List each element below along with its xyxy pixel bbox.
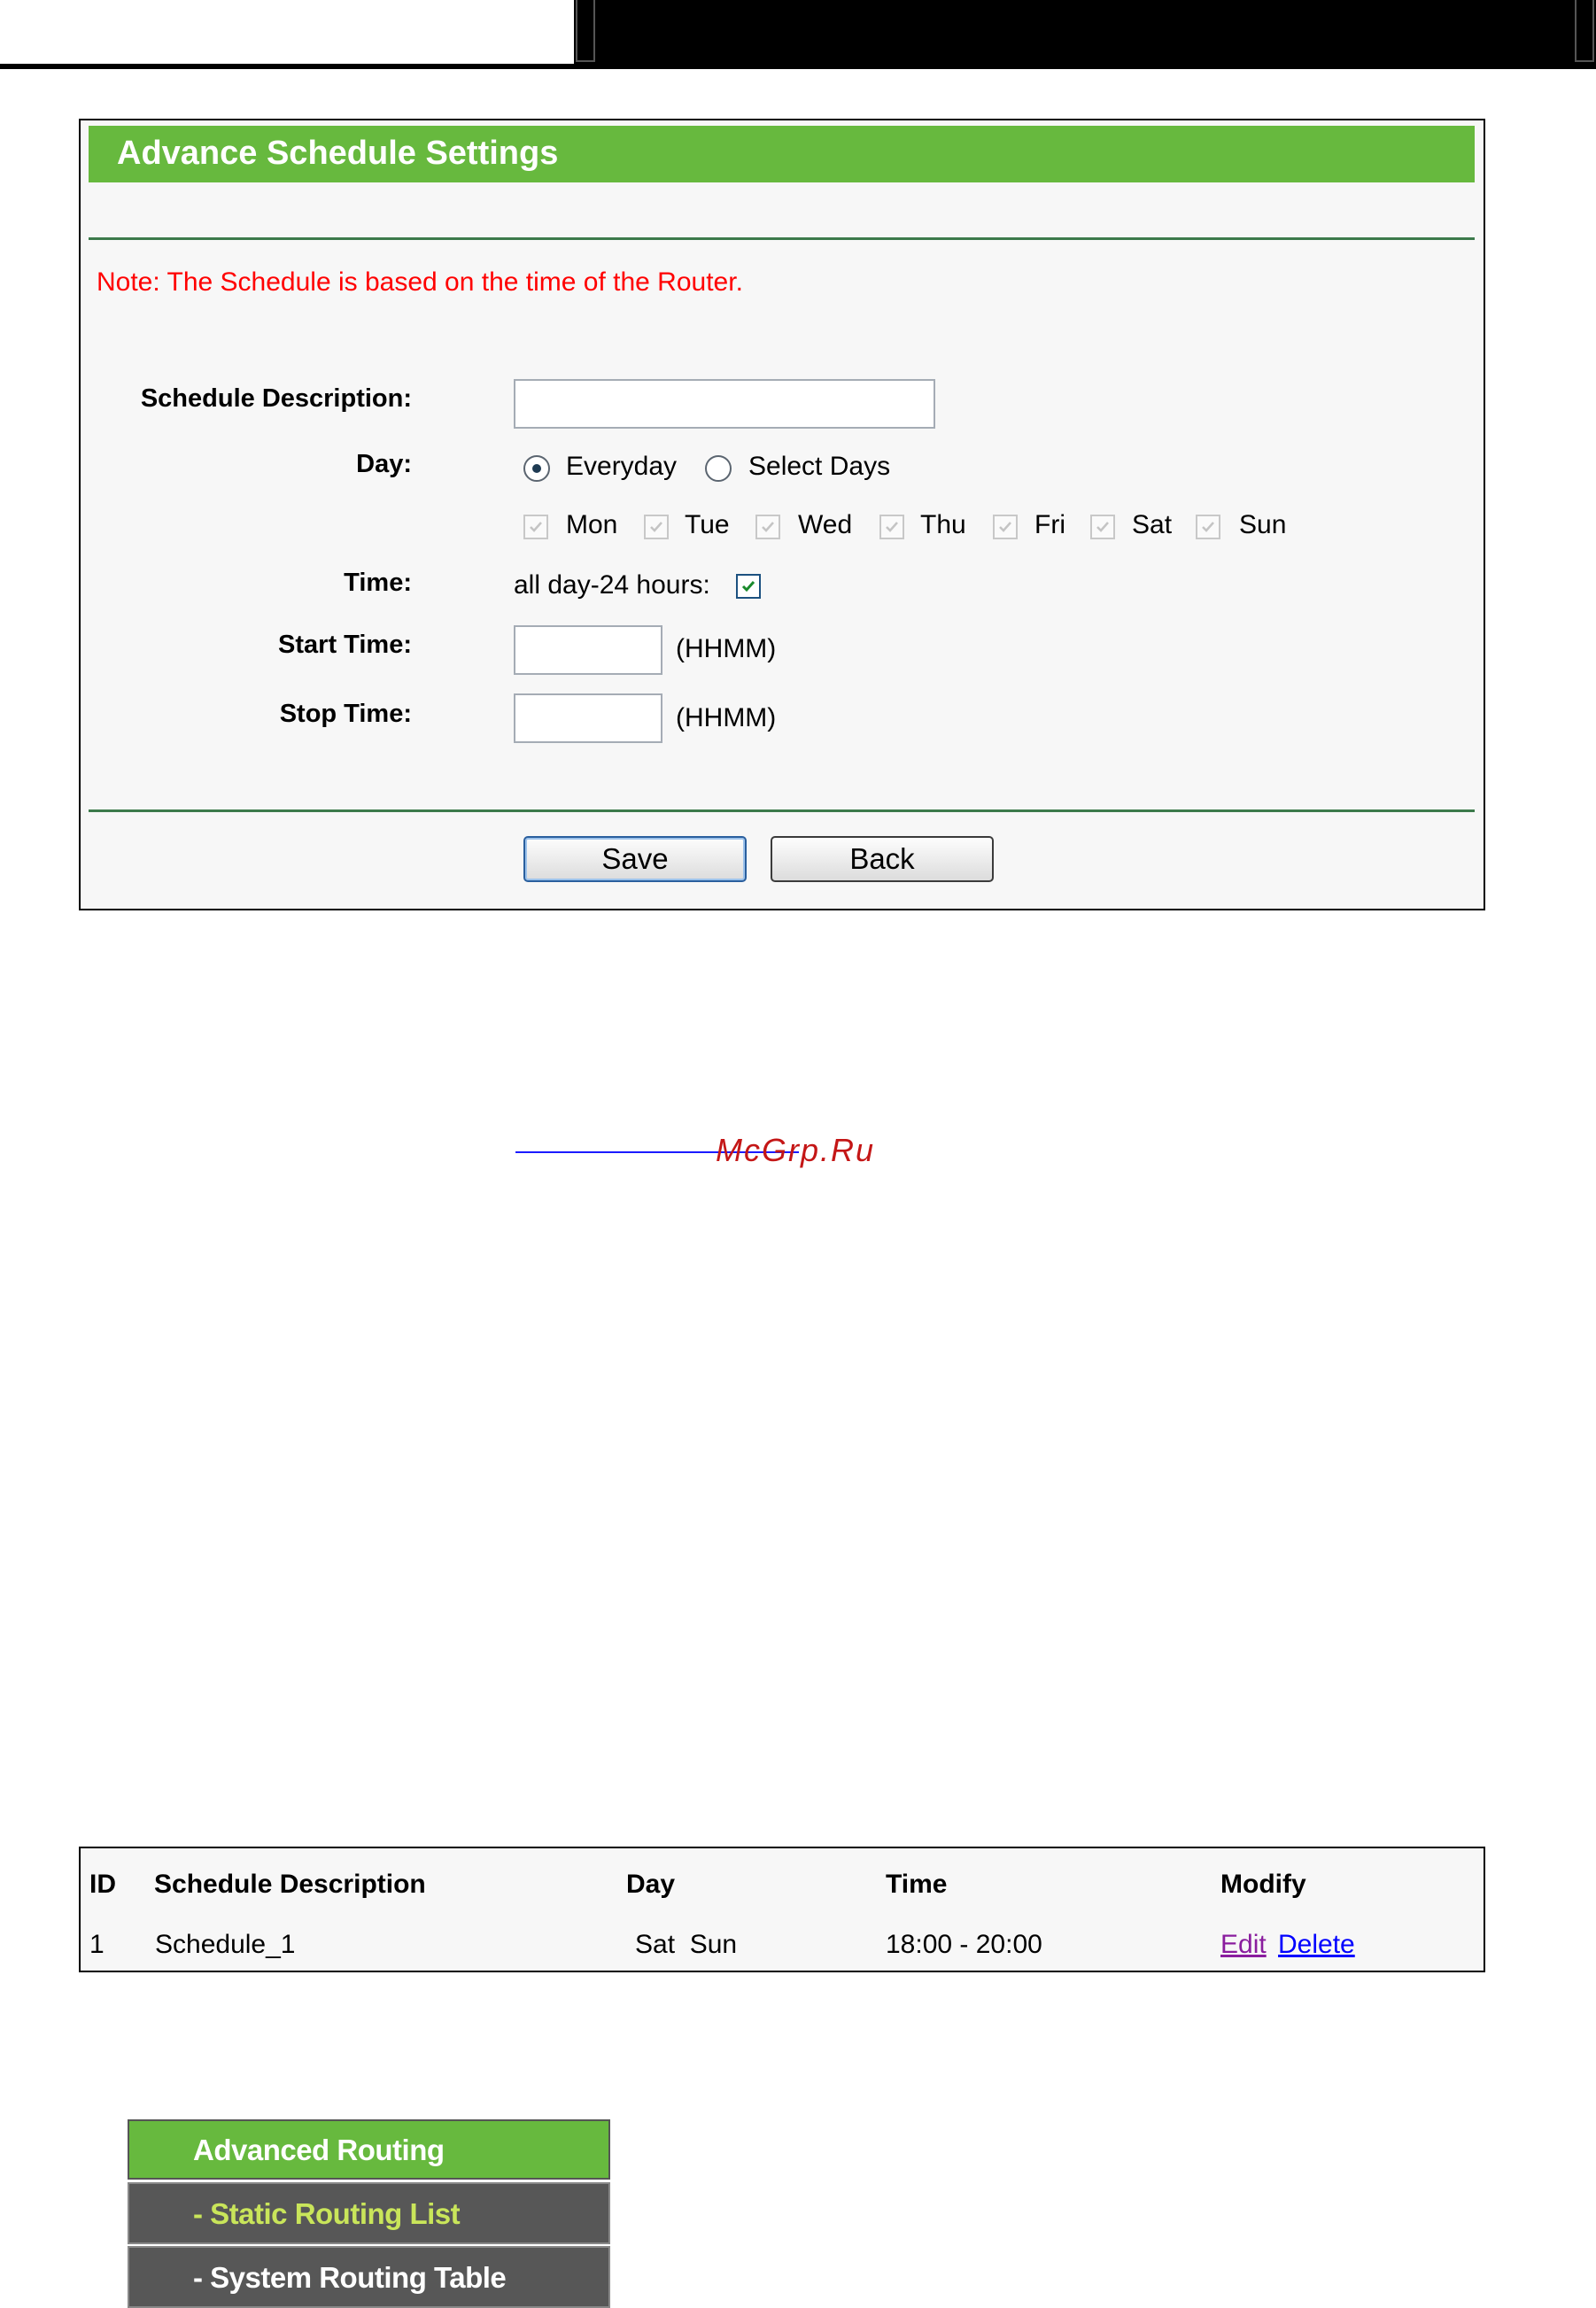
header-day: Day — [626, 1870, 676, 1899]
top-divider — [89, 237, 1475, 240]
select-days-radio[interactable] — [705, 455, 732, 482]
fri-label: Fri — [1034, 510, 1065, 539]
stop-time-format: (HHMM) — [676, 703, 777, 732]
thu-checkbox[interactable] — [879, 515, 904, 539]
watermark-text: McGrp.Ru — [716, 1132, 876, 1168]
row-time: 18:00 - 20:00 — [886, 1930, 1042, 1959]
sun-label: Sun — [1239, 510, 1287, 539]
allday-label: all day-24 hours: — [514, 570, 710, 600]
check-icon — [528, 519, 544, 535]
stop-time-label: Stop Time: — [279, 700, 412, 728]
menu-header-label: Advanced Routing — [193, 2134, 445, 2166]
check-icon — [1095, 519, 1111, 535]
schedule-description-input[interactable] — [514, 379, 935, 429]
stop-time-input[interactable] — [514, 693, 662, 743]
header-tab-right — [1575, 0, 1594, 62]
schedule-table — [79, 1847, 1485, 1972]
menu-item-static-routing-list[interactable] — [128, 2182, 610, 2244]
sat-label: Sat — [1132, 510, 1173, 539]
check-icon — [997, 519, 1013, 535]
header-left-bar — [0, 0, 574, 69]
edit-link[interactable]: Edit — [1220, 1930, 1267, 1959]
wed-checkbox[interactable] — [755, 515, 780, 539]
allday-checkbox[interactable] — [736, 574, 761, 599]
wed-label: Wed — [798, 510, 853, 539]
mon-checkbox[interactable] — [523, 515, 548, 539]
tue-label: Tue — [685, 510, 730, 539]
everyday-radio[interactable] — [523, 455, 550, 482]
header-time: Time — [886, 1870, 948, 1899]
check-icon — [760, 519, 776, 535]
schedule-settings-panel — [79, 119, 1485, 910]
check-icon — [884, 519, 900, 535]
thu-label: Thu — [920, 510, 966, 539]
everyday-label: Everyday — [566, 452, 678, 481]
day-label: Day: — [356, 450, 412, 478]
bottom-divider — [89, 809, 1475, 812]
tue-checkbox[interactable] — [644, 515, 669, 539]
header-description: Schedule Description — [154, 1870, 426, 1899]
header-right-bar — [574, 0, 1596, 69]
menu-header-advanced-routing[interactable] — [128, 2119, 610, 2180]
row-day: Sat Sun — [635, 1930, 738, 1959]
menu-item-label: - System Routing Table — [193, 2261, 507, 2294]
row-description: Schedule_1 — [155, 1930, 296, 1959]
sat-checkbox[interactable] — [1090, 515, 1115, 539]
back-button[interactable]: Back — [771, 836, 994, 882]
advanced-routing-menu — [128, 2119, 610, 2307]
delete-link[interactable]: Delete — [1278, 1930, 1355, 1959]
select-days-label: Select Days — [748, 452, 891, 481]
mon-label: Mon — [566, 510, 618, 539]
start-time-label: Start Time: — [278, 631, 412, 659]
panel-title: Advance Schedule Settings — [117, 135, 559, 172]
time-label: Time: — [344, 569, 412, 597]
header-tab-left — [576, 0, 595, 62]
panel-title-bar — [89, 126, 1475, 182]
header-id: ID — [89, 1870, 116, 1899]
check-icon — [740, 578, 756, 594]
fri-checkbox[interactable] — [993, 515, 1018, 539]
start-time-format: (HHMM) — [676, 634, 777, 663]
radio-selected-dot — [532, 464, 541, 473]
row-id: 1 — [89, 1930, 105, 1959]
header-modify: Modify — [1220, 1870, 1306, 1899]
description-label: Schedule Description: — [140, 384, 412, 413]
router-time-note: Note: The Schedule is based on the time of the Router. — [97, 267, 743, 297]
menu-item-label: - Static Routing List — [193, 2197, 461, 2230]
save-button[interactable]: Save — [523, 836, 747, 882]
menu-item-system-routing-table[interactable] — [128, 2246, 610, 2308]
check-icon — [1200, 519, 1216, 535]
start-time-input[interactable] — [514, 625, 662, 675]
sun-checkbox[interactable] — [1196, 515, 1220, 539]
check-icon — [648, 519, 664, 535]
